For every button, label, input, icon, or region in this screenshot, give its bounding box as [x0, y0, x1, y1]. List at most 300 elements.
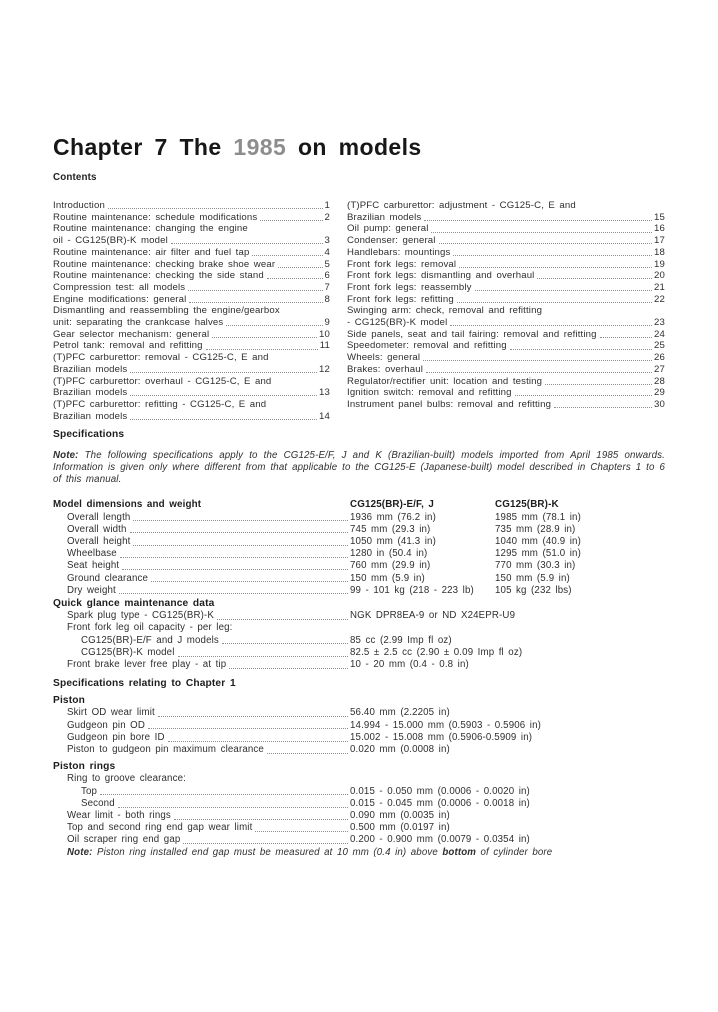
spec-value: 0.015 - 0.045 mm (0.0006 - 0.0018 in) [350, 797, 530, 809]
contents-heading: Contents [53, 172, 97, 183]
toc-item [347, 200, 665, 223]
toc-item-line [347, 305, 665, 317]
toc-item-line [53, 282, 330, 294]
note-label: Note: [53, 450, 79, 462]
dot-leader [133, 544, 348, 546]
dot-leader [174, 818, 348, 820]
toc-page-number: 7 [324, 281, 330, 293]
toc-item-line [53, 259, 330, 271]
dot-leader [450, 324, 652, 326]
spec-row-value [350, 786, 665, 798]
toc-item [347, 282, 665, 294]
toc-page-number: 9 [324, 317, 330, 329]
toc-item [53, 305, 330, 328]
dot-leader [158, 715, 348, 717]
toc-item [53, 340, 330, 352]
toc-item-line [347, 282, 665, 294]
toc-item-line [347, 329, 665, 341]
toc-item [53, 399, 330, 422]
spec-row-label: Seat height [67, 560, 120, 572]
spec-value-col1: 1280 in (50.4 in) [350, 548, 428, 560]
dot-leader [133, 519, 348, 521]
spec-row-label: CG125(BR)-K model [81, 646, 175, 658]
spec-section-heading: Piston [53, 695, 86, 707]
dot-leader [424, 219, 652, 221]
dot-leader [168, 740, 348, 742]
dot-leader [189, 301, 322, 303]
toc-entry-text: Instrument panel bulbs: removal and refitting [347, 398, 552, 410]
toc-item [347, 376, 665, 388]
toc-item-line [53, 411, 330, 423]
toc-page-number: 19 [654, 258, 665, 270]
toc-item-line [347, 376, 665, 388]
spec-value-col2: 1295 mm (51.0 in) [495, 548, 581, 560]
dot-leader [426, 371, 652, 373]
spec-row-value [350, 659, 665, 671]
spec-row-values [350, 573, 665, 585]
toc-item-line [53, 270, 330, 282]
toc-item [347, 235, 665, 247]
toc-item [347, 364, 665, 376]
toc-item-line [347, 247, 665, 259]
spec-row [53, 707, 665, 719]
toc-page-number: 28 [654, 375, 665, 387]
spec-row [53, 622, 665, 634]
specifications-note [53, 450, 665, 486]
toc-page-number: 20 [654, 270, 665, 282]
toc-entry-text: Speedometer: removal and refitting [347, 340, 507, 352]
toc-item [53, 282, 330, 294]
dot-leader [439, 242, 652, 244]
toc-item-line [347, 364, 665, 376]
dot-leader [423, 359, 652, 361]
spec-value-col2: 150 mm (5.9 in) [495, 572, 570, 584]
toc-entry-text: Front fork legs: reassembly [347, 281, 472, 293]
toc-entry-text: Routine maintenance: schedule modifications [53, 211, 258, 223]
toc-item [347, 387, 665, 399]
dot-leader [545, 383, 652, 385]
toc-entry-text: Routine maintenance: checking the side stand [53, 270, 264, 282]
toc-item [53, 212, 330, 224]
table-of-contents [53, 200, 665, 422]
spec-row [53, 659, 665, 671]
spec-row-label: Top [81, 785, 98, 797]
note-text: The following specifications apply to the CG125-E/F, J and K (Brazilian-built) models imported from April 1985 onwards. Information is given only where different from that applicable to the CG125-E (Japanese-built) model described in Chapters 1 to 6 of this manual. [53, 450, 665, 486]
spec-row-label: Skirt OD wear limit [67, 707, 155, 719]
dot-leader [188, 289, 322, 291]
toc-entry-text: Brazilian models [53, 387, 128, 399]
spec-value: 14.994 - 15.000 mm (0.5903 - 0.5906 in) [350, 719, 541, 731]
quick-glance-heading: Quick glance maintenance data [53, 597, 215, 609]
spec-row-label: CG125(BR)-E/F and J models [81, 634, 219, 646]
dot-leader [457, 301, 652, 303]
toc-entry-text: Condenser: general [347, 235, 436, 247]
spec-row-values [350, 585, 665, 597]
spec-row [53, 536, 665, 548]
toc-entry-text: Side panels, seat and tail fairing: removal and refitting [347, 328, 597, 340]
dot-leader [260, 219, 322, 221]
spec-section-rows [53, 773, 665, 846]
spec-section-note: Note: Piston ring installed end gap must be measured at 10 mm (0.4 in) above bottom of cylinder bore [67, 846, 553, 858]
toc-item-line [53, 235, 330, 247]
dot-leader [100, 793, 348, 795]
spec-row-value [350, 744, 665, 756]
spec-row [53, 573, 665, 585]
quick-glance-rows [53, 610, 665, 671]
toc-page-number: 26 [654, 352, 665, 364]
dot-leader [431, 231, 652, 233]
dot-leader [226, 324, 322, 326]
model-dimensions-header-row [53, 499, 665, 511]
toc-item [347, 352, 665, 364]
toc-item-line [347, 212, 665, 224]
toc-item-line [53, 247, 330, 259]
dot-leader [267, 752, 348, 754]
toc-item-line [347, 259, 665, 271]
dot-leader [148, 727, 348, 729]
spec-row [53, 585, 665, 597]
spec-section-rows [53, 707, 665, 756]
spec-row-label: Ground clearance [67, 572, 149, 584]
spec-value: 15.002 - 15.008 mm (0.5906-0.5909 in) [350, 731, 533, 743]
spec-row-value [350, 720, 665, 732]
toc-item [53, 376, 330, 399]
dot-leader [122, 568, 348, 570]
toc-item-line [53, 352, 330, 364]
dot-leader [178, 655, 348, 657]
toc-item-line [347, 352, 665, 364]
dot-leader [130, 418, 317, 420]
spec-row-value [350, 610, 665, 622]
dot-leader [537, 277, 652, 279]
toc-item-line [53, 387, 330, 399]
toc-entry-text: Wheels: general [347, 352, 421, 364]
spec-row-label: Gudgeon pin OD [67, 719, 146, 731]
spec-row [53, 548, 665, 560]
toc-page-number: 21 [654, 281, 665, 293]
dot-leader [252, 254, 322, 256]
spec-value-col2: 105 kg (232 lbs) [495, 584, 572, 596]
toc-entry-text: Front fork legs: removal [347, 258, 457, 270]
dot-leader [118, 806, 348, 808]
spec-row [53, 560, 665, 572]
dot-leader [255, 830, 348, 832]
toc-column-left [53, 200, 330, 422]
spec-row [53, 744, 665, 756]
toc-item [347, 259, 665, 271]
spec-row-label: Dry weight [67, 584, 116, 596]
toc-item-line [53, 364, 330, 376]
toc-item-line [347, 294, 665, 306]
toc-item [347, 329, 665, 341]
dot-leader [119, 592, 348, 594]
toc-entry-text: Brazilian models [347, 211, 422, 223]
toc-page-number: 1 [324, 200, 330, 211]
spec-value-col1: 1050 mm (41.3 in) [350, 535, 436, 547]
spec-row [53, 635, 665, 647]
dot-leader [475, 289, 652, 291]
spec-value-col2: 1985 mm (78.1 in) [495, 511, 581, 523]
toc-item-line [347, 340, 665, 352]
toc-item-line [347, 200, 665, 212]
chapter1-sections [53, 695, 665, 859]
spec-value: 0.500 mm (0.0197 in) [350, 822, 450, 834]
dot-leader [453, 254, 652, 256]
spec-row-label: Wear limit - both rings [67, 810, 171, 822]
toc-entry-text: oil - CG125(BR)-K model [53, 235, 168, 247]
dot-leader [108, 207, 323, 209]
dot-leader [267, 277, 323, 279]
spec-row [53, 610, 665, 622]
toc-entry-text: Front fork legs: refitting [347, 293, 454, 305]
toc-entry-text: Brakes: overhaul [347, 363, 423, 375]
toc-column-gap [330, 200, 347, 422]
toc-page-number: 30 [654, 398, 665, 410]
dot-leader [130, 371, 317, 373]
toc-page-number: 8 [324, 293, 330, 305]
toc-item [347, 305, 665, 328]
toc-entry-text: Introduction [53, 200, 105, 211]
toc-item [347, 247, 665, 259]
toc-item-line [347, 270, 665, 282]
dot-leader [217, 618, 348, 620]
spec-row-label: Gudgeon pin bore ID [67, 731, 165, 743]
spec-value: 56.40 mm (2.2205 in) [350, 707, 450, 719]
toc-page-number: 24 [654, 328, 665, 340]
page-title [53, 135, 665, 159]
dot-leader [206, 348, 318, 350]
toc-page-number: 25 [654, 340, 665, 352]
toc-item-line [53, 294, 330, 306]
spec-note-label: Note: [67, 846, 93, 858]
toc-entry-text: Routine maintenance: checking brake shoe wear [53, 258, 276, 270]
toc-item-line [53, 329, 330, 341]
toc-page-number: 4 [324, 246, 330, 258]
spec-row-values [350, 524, 665, 536]
spec-row-label: Front brake lever free play - at tip [67, 659, 227, 670]
dot-leader [222, 642, 348, 644]
dot-leader [600, 336, 652, 338]
spec-row-label: Ring to groove clearance: [67, 773, 186, 785]
spec-row-value [350, 635, 665, 647]
toc-entry-text: Engine modifications: general [53, 293, 187, 305]
spec-row [53, 773, 665, 785]
toc-item-line [347, 235, 665, 247]
toc-item-line [53, 399, 330, 411]
toc-item-line [53, 212, 330, 224]
spec-row [53, 834, 665, 846]
toc-page-number: 22 [654, 293, 665, 305]
spec-row [53, 798, 665, 810]
toc-page-number: 16 [654, 223, 665, 235]
toc-item [347, 399, 665, 411]
column-header-k: CG125(BR)-K [495, 499, 559, 511]
dot-leader [171, 242, 323, 244]
toc-entry-text: - CG125(BR)-K model [347, 317, 448, 329]
toc-entry-text: Petrol tank: removal and refitting [53, 340, 203, 352]
toc-item [53, 352, 330, 375]
spec-row-label: Second [81, 797, 115, 809]
toc-item-line [53, 317, 330, 329]
spec-row-value [350, 707, 665, 719]
toc-page-number: 14 [319, 410, 330, 422]
dot-leader [278, 266, 322, 268]
dot-leader [510, 348, 652, 350]
toc-page-number: 27 [654, 363, 665, 375]
dot-leader [183, 842, 348, 844]
toc-item-line [347, 223, 665, 235]
spec-value-col1: 150 mm (5.9 in) [350, 572, 425, 584]
toc-entry-text: (T)PFC carburettor: removal - CG125-C, E and [53, 352, 269, 364]
spec-row-label: Overall width [67, 523, 127, 535]
toc-entry-text: Gear selector mechanism: general [53, 328, 210, 340]
toc-item [53, 223, 330, 246]
toc-entry-text: Handlebars: mountings [347, 246, 451, 258]
dot-leader [130, 531, 348, 533]
spec-row-label: Piston to gudgeon pin maximum clearance [67, 744, 264, 756]
toc-item [347, 270, 665, 282]
spec-section-heading: Piston rings [53, 761, 116, 773]
toc-item-line [53, 376, 330, 388]
toc-entry-text: Brazilian models [53, 363, 128, 375]
model-dimensions-rows [53, 512, 665, 597]
spec-row-value [350, 810, 665, 822]
spec-note-bold-word: bottom [442, 846, 477, 858]
toc-item-line [53, 340, 330, 352]
toc-page-number: 5 [324, 258, 330, 270]
toc-page-number: 15 [654, 211, 665, 223]
spec-row-label: Wheelbase [67, 548, 117, 560]
spec-row-values [350, 548, 665, 560]
spec-value: 0.020 mm (0.0008 in) [350, 744, 450, 756]
model-dimensions-heading: Model dimensions and weight [53, 499, 202, 511]
spec-value-col2: 770 mm (30.3 in) [495, 560, 576, 572]
toc-page-number: 29 [654, 387, 665, 399]
toc-entry-text: (T)PFC carburettor: adjustment - CG125-C, E and [347, 200, 576, 211]
toc-page-number: 12 [319, 363, 330, 375]
spec-value-col2: 735 mm (28.9 in) [495, 523, 576, 535]
toc-entry-text: (T)PFC carburettor: overhaul - CG125-C, E and [53, 375, 272, 387]
spec-row-value [350, 834, 665, 846]
toc-item-line [53, 223, 330, 235]
spec-value-col1: 745 mm (29.3 in) [350, 523, 431, 535]
spec-row-label: Front fork leg oil capacity - per leg: [67, 622, 233, 634]
toc-page-number: 18 [654, 246, 665, 258]
spec-value: 82.5 ± 2.5 cc (2.90 ± 0.09 Imp fl oz) [350, 646, 523, 658]
toc-item [347, 294, 665, 306]
dot-leader [554, 406, 652, 408]
dot-leader [229, 667, 348, 669]
toc-page-number: 10 [319, 328, 330, 340]
dot-leader [130, 394, 317, 396]
spec-value: 10 - 20 mm (0.4 - 0.8 in) [350, 659, 469, 670]
column-header-efj: CG125(BR)-E/F, J [350, 499, 435, 511]
spec-row-values [350, 560, 665, 572]
toc-item [53, 270, 330, 282]
spec-row-label: Spark plug type - CG125(BR)-K [67, 610, 214, 622]
toc-page-number: 3 [324, 235, 330, 247]
spec-row [53, 810, 665, 822]
spec-row-values [350, 536, 665, 548]
spec-value: 0.200 - 0.900 mm (0.0079 - 0.0354 in) [350, 834, 530, 846]
toc-item [53, 329, 330, 341]
title-year: 1985 [233, 134, 287, 160]
spec-value: 0.090 mm (0.0035 in) [350, 810, 450, 822]
spec-row [53, 822, 665, 834]
spec-value: NGK DPR8EA-9 or ND X24EPR-U9 [350, 610, 516, 622]
dot-leader [212, 336, 317, 338]
spec-value-col2: 1040 mm (40.9 in) [495, 535, 581, 547]
toc-item [347, 340, 665, 352]
toc-entry-text: Routine maintenance: changing the engine [53, 223, 248, 235]
spec-row [53, 732, 665, 744]
dot-leader [515, 394, 652, 396]
spec-row-value [350, 798, 665, 810]
spec-row [53, 512, 665, 524]
spec-row-label: Overall length [67, 511, 131, 523]
toc-entry-text: Regulator/rectifier unit: location and testing [347, 375, 543, 387]
spec-row-value [350, 822, 665, 834]
toc-entry-text: Routine maintenance: air filter and fuel tap [53, 246, 250, 258]
toc-entry-text: Front fork legs: dismantling and overhaul [347, 270, 535, 282]
specifications-heading: Specifications [53, 429, 125, 441]
toc-item [53, 259, 330, 271]
spec-row-values [350, 512, 665, 524]
toc-entry-text: Ignition switch: removal and refitting [347, 387, 512, 399]
toc-item [53, 200, 330, 212]
spec-value-col1: 99 - 101 kg (218 - 223 lb) [350, 584, 474, 596]
spec-value-col1: 1936 mm (76.2 in) [350, 511, 436, 523]
toc-page-number: 2 [324, 211, 330, 223]
spec-row-value [350, 732, 665, 744]
toc-entry-text: Swinging arm: check, removal and refitting [347, 305, 543, 317]
spec-row-value [350, 647, 665, 659]
toc-page-number: 13 [319, 387, 330, 399]
dot-leader [120, 556, 348, 558]
toc-entry-text: Dismantling and reassembling the engine/gearbox [53, 305, 280, 317]
toc-item-line [53, 305, 330, 317]
spec-row [53, 524, 665, 536]
toc-entry-text: unit: separating the crankcase halves [53, 317, 224, 329]
toc-item [53, 247, 330, 259]
spec-value-col1: 760 mm (29.9 in) [350, 560, 431, 572]
toc-entry-text: Compression test: all models [53, 281, 186, 293]
toc-page-number: 6 [324, 270, 330, 282]
toc-item [347, 223, 665, 235]
toc-item [53, 294, 330, 306]
spec-row-label: Overall height [67, 535, 131, 547]
spec-row [53, 720, 665, 732]
dot-leader [151, 580, 348, 582]
toc-page-number: 17 [654, 235, 665, 247]
model-dimensions-section [53, 499, 665, 597]
toc-column-right [347, 200, 665, 422]
toc-item-line [347, 387, 665, 399]
toc-item-line [347, 317, 665, 329]
toc-item-line [347, 399, 665, 411]
toc-item-line [53, 200, 330, 212]
spec-value: 85 cc (2.99 Imp fl oz) [350, 634, 452, 646]
spec-row-label: Top and second ring end gap wear limit [67, 822, 253, 834]
toc-page-number: 23 [654, 317, 665, 329]
spec-row [53, 786, 665, 798]
spec-row [53, 647, 665, 659]
toc-entry-text: (T)PFC carburettor: refitting - CG125-C, E and [53, 398, 267, 410]
toc-entry-text: Brazilian models [53, 410, 128, 422]
chapter1-heading: Specifications relating to Chapter 1 [53, 678, 236, 690]
dot-leader [459, 266, 652, 268]
spec-value: 0.015 - 0.050 mm (0.0006 - 0.0020 in) [350, 785, 530, 797]
